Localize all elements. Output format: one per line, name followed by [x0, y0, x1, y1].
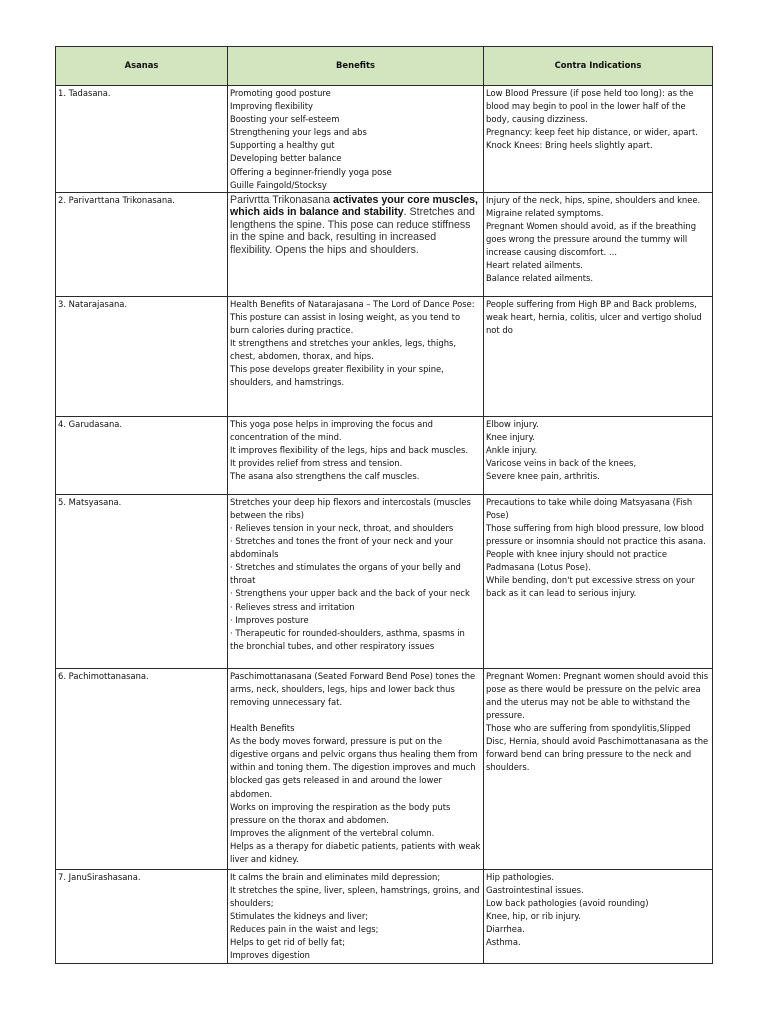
asana-name: 4. Garudasana.: [56, 416, 228, 494]
table-row: [56, 192, 713, 296]
benefit-line: Developing better balance: [230, 153, 342, 164]
benefit-rest: . Stretches and lengthens the spine. This pose can reduce stiffness in the spine and back, resulting in increased flexibility. Opens the hips and shoulders.: [230, 206, 475, 256]
contra-line: Low back pathologies (avoid rounding): [486, 897, 649, 908]
benefit-line: It stretches the spine, liver, spleen, hamstrings, groins, and shoulders;: [230, 884, 480, 908]
contra-line: Balance related ailments.: [486, 273, 594, 284]
benefits-cell: [228, 494, 484, 668]
header-contra-indications: Contra Indications: [484, 47, 713, 86]
contra-line: Knee injury.: [486, 431, 535, 442]
benefit-line: Improves digestion: [230, 950, 310, 961]
benefit-line: Promoting good posture: [230, 88, 331, 98]
asana-name: 7. JanuSirashasana.: [56, 869, 228, 963]
benefit-heading: Health Benefits: [230, 723, 295, 734]
contra-line: Those suffering from high blood pressure, low blood pressure or insomnia should not practice this asana.: [486, 522, 706, 547]
benefit-line: Improving flexibility: [230, 101, 313, 112]
contra-cell: [484, 416, 713, 494]
table-row: [56, 668, 713, 869]
contra-cell: [484, 192, 713, 296]
contra-line: Pregnant Women: Pregnant women should avoid this pose as there would be pressure on the pelvic area and the uterus may not be able to withstand the pressure.: [486, 670, 709, 721]
benefit-line: Strengthening your legs and abs: [230, 127, 367, 138]
contra-cell: [484, 296, 713, 416]
contra-line: Pregnancy: keep feet hip distance, or wider, apart.: [486, 127, 698, 138]
benefits-cell: [228, 192, 484, 296]
benefit-line: Health Benefits of Natarajasana – The Lord of Dance Pose:: [230, 298, 475, 309]
benefit-line: As the body moves forward, pressure is put on the digestive organs and pelvic organs thus healing them from within and toning them. The digestion improves and much blocked gas gets released in and around the lower abdomen.: [230, 736, 478, 799]
benefit-line: Offering a beginner-friendly yoga pose: [230, 166, 392, 177]
benefit-line: · Relieves stress and irritation: [230, 601, 355, 612]
benefit-bold: activates your core muscles, which aids in balance and stability: [230, 193, 478, 219]
benefits-cell: [228, 296, 484, 416]
contra-line: Migraine related symptoms.: [486, 207, 604, 218]
benefit-line: · Strengthens your upper back and the back of your neck: [230, 588, 470, 599]
benefit-line: Guille Faingold/Stocksy: [230, 179, 327, 190]
benefit-line: Stimulates the kidneys and liver;: [230, 911, 369, 922]
benefit-line: The asana also strengthens the calf muscles.: [230, 471, 420, 482]
contra-line: Ankle injury.: [486, 444, 538, 455]
contra-line: Precautions to take while doing Matsyasana (Fish Pose): [486, 496, 693, 520]
benefit-line: Stretches your deep hip flexors and intercostals (muscles between the ribs): [230, 496, 471, 520]
benefit-line: Helps to get rid of belly fat;: [230, 937, 346, 948]
asana-name: 6. Pachimottanasana.: [56, 668, 228, 869]
contra-line: Diarrhea.: [486, 924, 525, 935]
benefit-line: Helps as a therapy for diabetic patients, patients with weak liver and kidney.: [230, 840, 481, 864]
benefits-cell: [228, 86, 484, 193]
asana-name: 2. Parivarttana Trikonasana.: [56, 192, 228, 296]
header-benefits: Benefits: [228, 47, 484, 86]
benefit-line: Supporting a healthy gut: [230, 140, 335, 151]
benefit-line: It provides relief from stress and tension.: [230, 458, 403, 469]
contra-line: Knock Knees: Bring heels slightly apart.: [486, 140, 653, 151]
contra-line: Elbow injury.: [486, 418, 539, 429]
contra-line: Injury of the neck, hips, spine, shoulders and knee.: [486, 194, 701, 205]
contra-line: People suffering from High BP and Back problems, weak heart, hernia, colitis, ulcer and vertigo sholud not do: [486, 298, 702, 335]
table-header-row: [56, 47, 713, 86]
header-asanas: Asanas: [56, 47, 228, 86]
benefit-line: Reduces pain in the waist and legs;: [230, 924, 379, 935]
benefit-line: This yoga pose helps in improving the focus and concentration of the mind.: [230, 418, 433, 442]
benefit-line: · Stretches and tones the front of your neck and your abdominals: [230, 536, 454, 560]
contra-cell: [484, 494, 713, 668]
contra-cell: [484, 86, 713, 193]
asana-name: 1. Tadasana.: [56, 86, 228, 193]
benefits-cell: [228, 416, 484, 494]
contra-cell: [484, 869, 713, 963]
contra-line: People with knee injury should not practice Padmasana (Lotus Pose).: [486, 549, 668, 573]
table-row: [56, 296, 713, 416]
table-row: [56, 494, 713, 668]
contra-line: Varicose veins in back of the knees,: [486, 458, 637, 469]
asana-name: 5. Matsyasana.: [56, 494, 228, 668]
benefit-line: Boosting your self-esteem: [230, 114, 340, 125]
contra-line: Asthma.: [486, 937, 521, 948]
benefits-cell: [228, 668, 484, 869]
contra-line: Pregnant Women should avoid, as if the breathing goes wrong the pressure around the tummy will increase causing discomfort. ...: [486, 220, 697, 258]
benefit-paragraph: [230, 194, 481, 257]
benefit-line: It strengthens and stretches your ankles, legs, thighs, chest, abdomen, thorax, and hips.: [230, 338, 457, 362]
benefit-line: · Relieves tension in your neck, throat, and shoulders: [230, 522, 454, 533]
table-row: [56, 86, 713, 193]
benefit-line: Improves the alignment of the vertebral column.: [230, 827, 435, 838]
contra-line: Gastrointestinal issues.: [486, 884, 584, 895]
benefit-line: Works on improving the respiration as the body puts pressure on the thorax and abdomen.: [230, 801, 451, 825]
contra-line: Severe knee pain, arthritis.: [486, 471, 600, 482]
benefit-line: Paschimottanasana (Seated Forward Bend Pose) tones the arms, neck, shoulders, legs, hips and lower back thus removing unnecessary fat.: [230, 670, 476, 707]
benefit-intro: Parivrtta Trikonasana: [230, 193, 334, 206]
contra-line: Those who are suffering from spondylitis,Slipped Disc, Hernia, should avoid Paschimottanasana as the forward bend can bring pressure to the neck and shoulders.: [486, 723, 709, 773]
table-row: [56, 869, 713, 963]
asana-table: [55, 46, 713, 964]
benefit-spacer: [230, 709, 481, 722]
contra-line: Low Blood Pressure (if pose held too long): as the blood may begin to pool in the lower half of the body, causing dizziness.: [486, 88, 694, 125]
benefit-line: This posture can assist in losing weight, as you tend to burn calories during practice.: [230, 311, 461, 335]
contra-line: Heart related ailments.: [486, 260, 583, 271]
benefit-line: · Stretches and stimulates the organs of your belly and throat: [230, 562, 461, 586]
benefits-cell: [228, 869, 484, 963]
benefit-line: It calms the brain and eliminates mild depression;: [230, 871, 441, 882]
benefit-line: This pose develops greater flexibility in your spine, shoulders, and hamstrings.: [230, 364, 444, 388]
asana-name: 3. Natarajasana.: [56, 296, 228, 416]
contra-line: Knee, hip, or rib injury.: [486, 911, 581, 922]
table-row: [56, 416, 713, 494]
benefit-line: · Improves posture: [230, 614, 309, 625]
benefit-line: It improves flexibility of the legs, hips and back muscles.: [230, 444, 469, 455]
benefit-line: · Therapeutic for rounded-shoulders, asthma, spasms in the bronchial tubes, and other respiratory issues: [230, 627, 465, 651]
contra-cell: [484, 668, 713, 869]
contra-line: While bending, don't put excessive stress on your back as it can lead to serious injury.: [486, 575, 695, 599]
contra-line: Hip pathologies.: [486, 871, 555, 882]
